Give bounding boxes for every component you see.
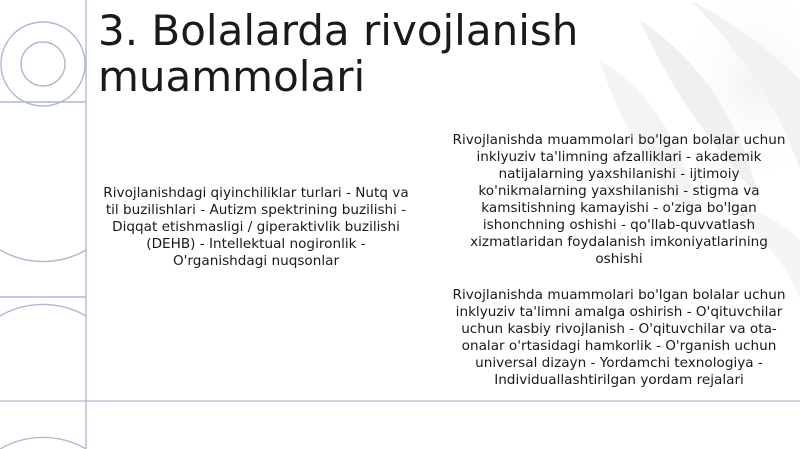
- title-line-1: 3. Bolalarda rivojlanish: [98, 6, 579, 55]
- slide-title: [98, 8, 578, 100]
- left-text-block: Rivojlanishdagi qiyinchiliklar turlari - Nutq va til buzilishlari - Autizm spektrining buzilishi - Diqqat etishmasligi / giperaktivlik buzilishi (DEHB) - Intellektual nogironlik - O'rganishdagi nuqsonlar: [103, 185, 409, 269]
- right-text-block-implementation: Rivojlanishda muammolari bo'lgan bolalar uchun inklyuziv ta'limni amalga oshirish - O'qituvchilar uchun kasbiy rivojlanish - O'qituvchilar va ota-onalar o'rtasidagi hamkorlik - O'rganish uchun universal dizayn - Yordamchi texnologiya - Individuallashtirilgan yordam rejalari: [452, 287, 786, 388]
- title-line-2: muammolari: [98, 52, 366, 101]
- right-text-block-benefits: Rivojlanishda muammolari bo'lgan bolalar uchun inklyuziv ta'limning afzalliklari - akademik natijalarning yaxshilanishi - ijtimoiy ko'nikmalarning yaxshilanishi - stigma va kamsitishning kamayishi - o'ziga bo'lgan ishonchning oshishi - qo'llab-quvvatlash xizmatlaridan foydalanish imkoniyatlarining oshishi: [452, 132, 786, 267]
- left-line-ornament: [0, 0, 86, 449]
